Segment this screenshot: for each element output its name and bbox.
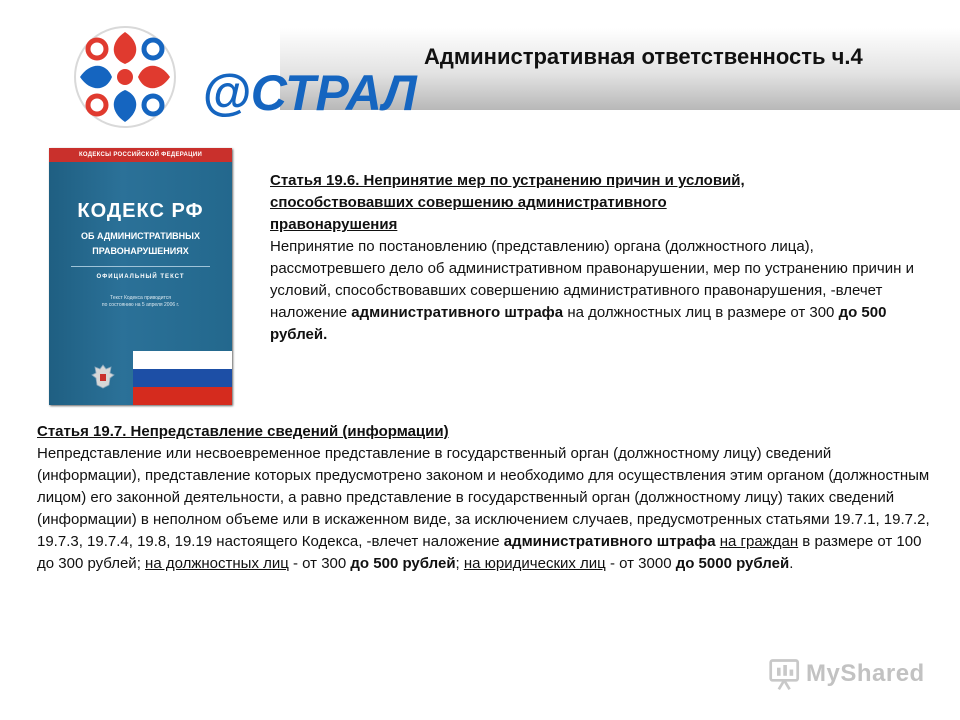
article-19-7-end: . xyxy=(789,555,794,572)
flag-stripe-blue xyxy=(133,369,232,387)
article-19-6-body xyxy=(270,236,930,346)
flag-stripe-red xyxy=(133,387,232,405)
flag-stripe-white xyxy=(133,351,232,369)
russian-flag xyxy=(133,351,232,405)
book-note-line1: Текст Кодекса приводится xyxy=(110,295,171,301)
article-19-7-legal: на юридических лиц xyxy=(463,555,606,572)
book-divider xyxy=(71,266,210,267)
article-19-7-body xyxy=(37,443,937,575)
article-19-6-heading-line3: правонарушения xyxy=(270,216,398,233)
article-19-6-fine-rest: на должностных лиц в размере от 300 xyxy=(563,304,839,321)
article-19-6-amount: до 500 рублей. xyxy=(270,304,887,343)
article-19-7-officials-amount: - от 300 xyxy=(288,555,351,572)
book-series: КОДЕКСЫ РОССИЙСКОЙ ФЕДЕРАЦИИ xyxy=(78,152,203,158)
book-subtitle-line2: ПРАВОНАРУШЕНИЯХ xyxy=(92,246,189,256)
codex-book-image xyxy=(49,148,232,405)
book-title: КОДЕКС РФ xyxy=(77,200,204,222)
astral-logo xyxy=(70,18,450,138)
article-19-7 xyxy=(37,421,937,575)
logo-text: @СТРАЛ xyxy=(202,65,417,121)
article-19-7-fine: административного штрафа xyxy=(503,533,716,550)
article-19-7-legal-amount: - от 3000 xyxy=(605,555,676,572)
article-19-7-separator: ; xyxy=(455,555,464,572)
book-subtitle xyxy=(49,229,232,259)
ornament-icon xyxy=(75,27,175,127)
article-19-7-officials: на должностных лиц xyxy=(145,555,289,572)
book-top-band xyxy=(49,148,232,162)
book-note-line2: по состоянию на 5 апреля 2006 г. xyxy=(101,302,180,308)
article-19-6-fine: административного штрафа xyxy=(351,304,564,321)
article-19-7-heading: Статья 19.7. Непредставление сведений (информации) xyxy=(37,423,449,440)
article-19-7-officials-max: до 500 рублей xyxy=(350,555,456,572)
article-19-6-heading-line2: способствовавших совершению административного xyxy=(270,194,667,211)
article-19-7-text: Непредставление или несвоевременное представление в государственный орган (должностному лицу) сведений (информации), представление которых предусмотрено законом и необходимо для осуществления этим органом (должностным лицом) его законной деятельности, а равно представление в государственный орган (должностному лицу) таких сведений (информации) в неполном объеме или в искаженном виде, за исключением случаев, предусмотренных статьями 19.7.1, 19.7.2, 19.7.3, 19.7.4, 19.8, 19.19 настоящего Кодекса, -влечет наложение xyxy=(37,445,930,550)
book-subtitle-line1: ОБ АДМИНИСТРАТИВНЫХ xyxy=(81,231,200,241)
article-19-7-legal-max: до 5000 рублей xyxy=(675,555,790,572)
article-19-6-heading xyxy=(270,170,930,236)
article-19-7-citizens-amount: в размере от 100 до 300 рублей; xyxy=(37,533,922,572)
watermark: MyShared xyxy=(806,660,925,687)
article-19-6-text: Непринятие по постановлению (представлению) органа (должностного лица), рассмотревшего дело об административном правонарушении, мер по устранению причин и условий, способствовавших совершению административного правонарушения, -влечет наложение xyxy=(270,238,914,321)
article-19-7-citizens: на граждан xyxy=(719,533,799,550)
book-note xyxy=(49,295,232,309)
book-official-text: ОФИЦИАЛЬНЫЙ ТЕКСТ xyxy=(96,274,185,280)
coat-of-arms-icon xyxy=(91,363,115,389)
presentation-icon xyxy=(768,656,804,692)
article-19-6 xyxy=(270,170,930,346)
article-19-6-heading-line1: Статья 19.6. Непринятие мер по устранению причин и условий, xyxy=(270,172,745,189)
page-title: Административная ответственность ч.4 xyxy=(424,44,863,69)
